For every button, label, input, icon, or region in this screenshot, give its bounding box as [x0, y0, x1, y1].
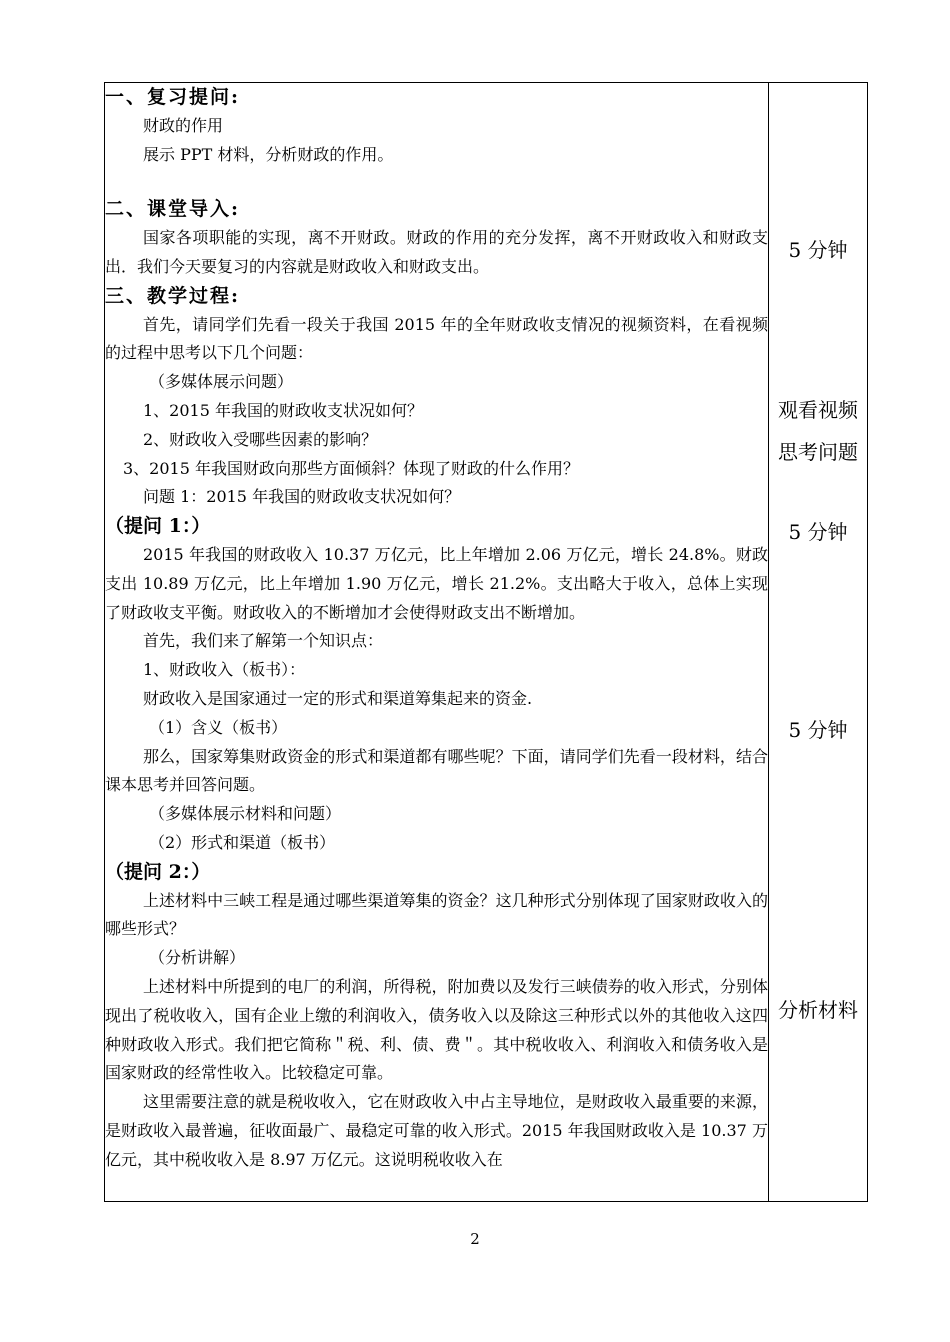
text-line: 1、财政收入（板书）： [143, 660, 306, 680]
question-item: 2、财政收入受哪些因素的影响？ [143, 429, 378, 449]
page-number: 2 [470, 1230, 480, 1248]
time-note: 5 分钟 [788, 238, 848, 262]
activity-note: 思考问题 [778, 440, 858, 464]
spacer [105, 169, 768, 195]
teaching-content-column [105, 83, 769, 1201]
question-item: 1、2015 年我国的财政收支状况如何？ [143, 400, 423, 420]
text-line: （2）形式和渠道（板书） [149, 832, 336, 852]
question-label-1: （提问 1：） [105, 515, 211, 538]
section-heading-intro: 二、课堂导入: [105, 198, 241, 221]
activity-notes-column [769, 83, 867, 1201]
question-item: 3、2015 年我国财政向那些方面倾斜？体现了财政的什么作用？ [123, 458, 579, 478]
text-line: 财政的作用 [143, 115, 224, 135]
text-line: 首先，我们来了解第一个知识点： [143, 631, 384, 651]
text-line: （多媒体展示材料和问题） [149, 804, 342, 824]
text-line: 财政收入是国家通过一定的形式和渠道筹集起来的资金. [143, 688, 533, 708]
paragraph: 这里需要注意的就是税收收入，它在财政收入中占主导地位，是财政收入最重要的来源，是财政收入最普遍，征收面最广、最稳定可靠的收入形式。2015 年我国财政收入是 10.37 万亿元，其中税收收入是 8.97 万亿元。这说明税收收入在 [105, 1092, 768, 1169]
paragraph: 上述材料中所提到的电厂的利润，所得税，附加费以及发行三峡债券的收入形式，分别体现出了税收收入，国有企业上缴的利润收入，债务收入以及除这三种形式以外的其他收入这四种财政收入形式。我们把它简称＂税、利、债、费＂。其中税收收入、利润收入和债务收入是国家财政的经常性收入。比较稳定可靠。 [105, 976, 768, 1083]
activity-note: 分析材料 [778, 998, 858, 1022]
section-heading-review: 一、复习提问: [105, 86, 241, 108]
time-note: 5 分钟 [788, 718, 848, 742]
section-heading-process: 三、教学过程: [105, 284, 241, 307]
paragraph: 那么，国家筹集财政资金的形式和渠道都有哪些呢？下面，请同学们先看一段材料，结合课本思考并回答问题。 [105, 746, 768, 795]
text-line: 展示 PPT 材料，分析财政的作用。 [143, 144, 394, 164]
paragraph: 首先，请同学们先看一段关于我国 2015 年的全年财政收支情况的视频资料，在看视频的过程中思考以下几个问题： [105, 314, 768, 363]
activity-note: 观看视频 [778, 398, 858, 422]
lesson-plan-table [104, 82, 868, 1202]
text-line: （1）含义（板书） [149, 717, 288, 737]
text-line: （分析讲解） [149, 948, 246, 968]
text-line: 问题 1：2015 年我国的财政收支状况如何？ [143, 487, 461, 507]
paragraph: 上述材料中三峡工程是通过哪些渠道筹集的资金？这几种形式分别体现了国家财政收入的哪些形式？ [105, 890, 768, 939]
time-note: 5 分钟 [788, 520, 848, 544]
question-label-2: （提问 2：） [105, 860, 211, 883]
paragraph: 2015 年我国的财政收入 10.37 万亿元，比上年增加 2.06 万亿元，增长 24.8%。财政支出 10.89 万亿元，比上年增加 1.90 万亿元，增长 21.2%。支出略大于收入，总体上实现了财政收支平衡。财政收入的不断增加才会使得财政支出不断增加。 [105, 544, 768, 622]
paragraph: 国家各项职能的实现，离不开财政。财政的作用的充分发挥，离不开财政收入和财政支出．我们今天要复习的内容就是财政收入和财政支出。 [105, 228, 768, 276]
text-line: （多媒体展示问题） [149, 372, 294, 392]
